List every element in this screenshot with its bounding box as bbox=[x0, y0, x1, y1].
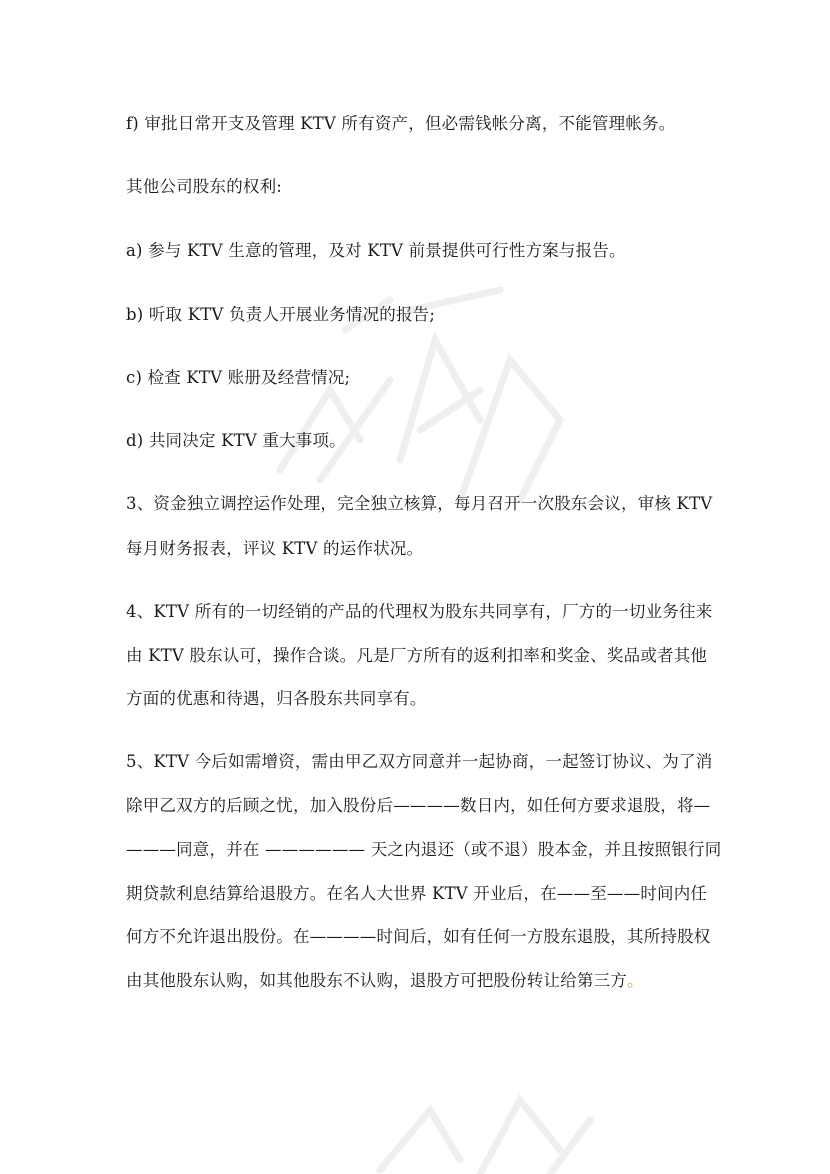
text-line-f: f) 审批日常开支及管理 KTV 所有资产，但必需钱帐分离，不能管理帐务。 bbox=[126, 114, 676, 133]
text-line-4-3: 方面的优惠和待遇，归各股东共同享有。 bbox=[126, 689, 427, 708]
text-line-5-2: 除甲乙双方的后顾之忧，加入股份后————数日内，如任何方要求退股，将— bbox=[126, 796, 711, 815]
text-line-4-1: 4、KTV 所有的一切经销的产品的代理权为股东共同享有，厂方的一切业务往来 bbox=[126, 602, 713, 621]
text-line-5-4: 期贷款利息结算给退股方。在名人大世界 KTV 开业后，在——至——时间内任 bbox=[126, 884, 708, 903]
text-line-a: a) 参与 KTV 生意的管理，及对 KTV 前景提供可行性方案与报告。 bbox=[126, 241, 626, 260]
text-line-5-1: 5、KTV 今后如需增资，需由甲乙双方同意并一起协商，一起签订协议、为了消 bbox=[126, 752, 713, 771]
text-line-b: b) 听取 KTV 负责人开展业务情况的报告; bbox=[126, 305, 436, 324]
text-line-5-6-body: 由其他股东认购，如其他股东不认购，退股方可把股份转让给第三方 bbox=[126, 971, 627, 990]
text-line-c: c) 检查 KTV 账册及经营情况; bbox=[126, 368, 351, 387]
text-line-5-5: 何方不允许退出股份。在————时间后，如有任何一方股东退股，其所持股权 bbox=[126, 927, 711, 946]
text-line-5-3: ———同意，并在 —————— 天之内退还（或不退）股本金，并且按照银行同 bbox=[126, 840, 722, 859]
text-line-shareholder-rights-heading: 其他公司股东的权利: bbox=[126, 177, 283, 196]
text-line-d: d) 共同决定 KTV 重大事项。 bbox=[126, 431, 346, 450]
text-line-5-6 bbox=[126, 970, 716, 992]
watermark-logo-bottom bbox=[360, 1080, 620, 1174]
text-line-4-2: 由 KTV 股东认可，操作合谈。凡是厂方所有的返利扣率和奖金、奖品或者其他 bbox=[126, 646, 708, 665]
final-period-mark: 。 bbox=[627, 971, 644, 990]
text-line-3-2: 每月财务报表，评议 KTV 的运作状况。 bbox=[126, 539, 424, 558]
text-line-3-1: 3、资金独立调控运作处理，完全独立核算，每月召开一次股东会议，审核 KTV bbox=[126, 494, 713, 513]
